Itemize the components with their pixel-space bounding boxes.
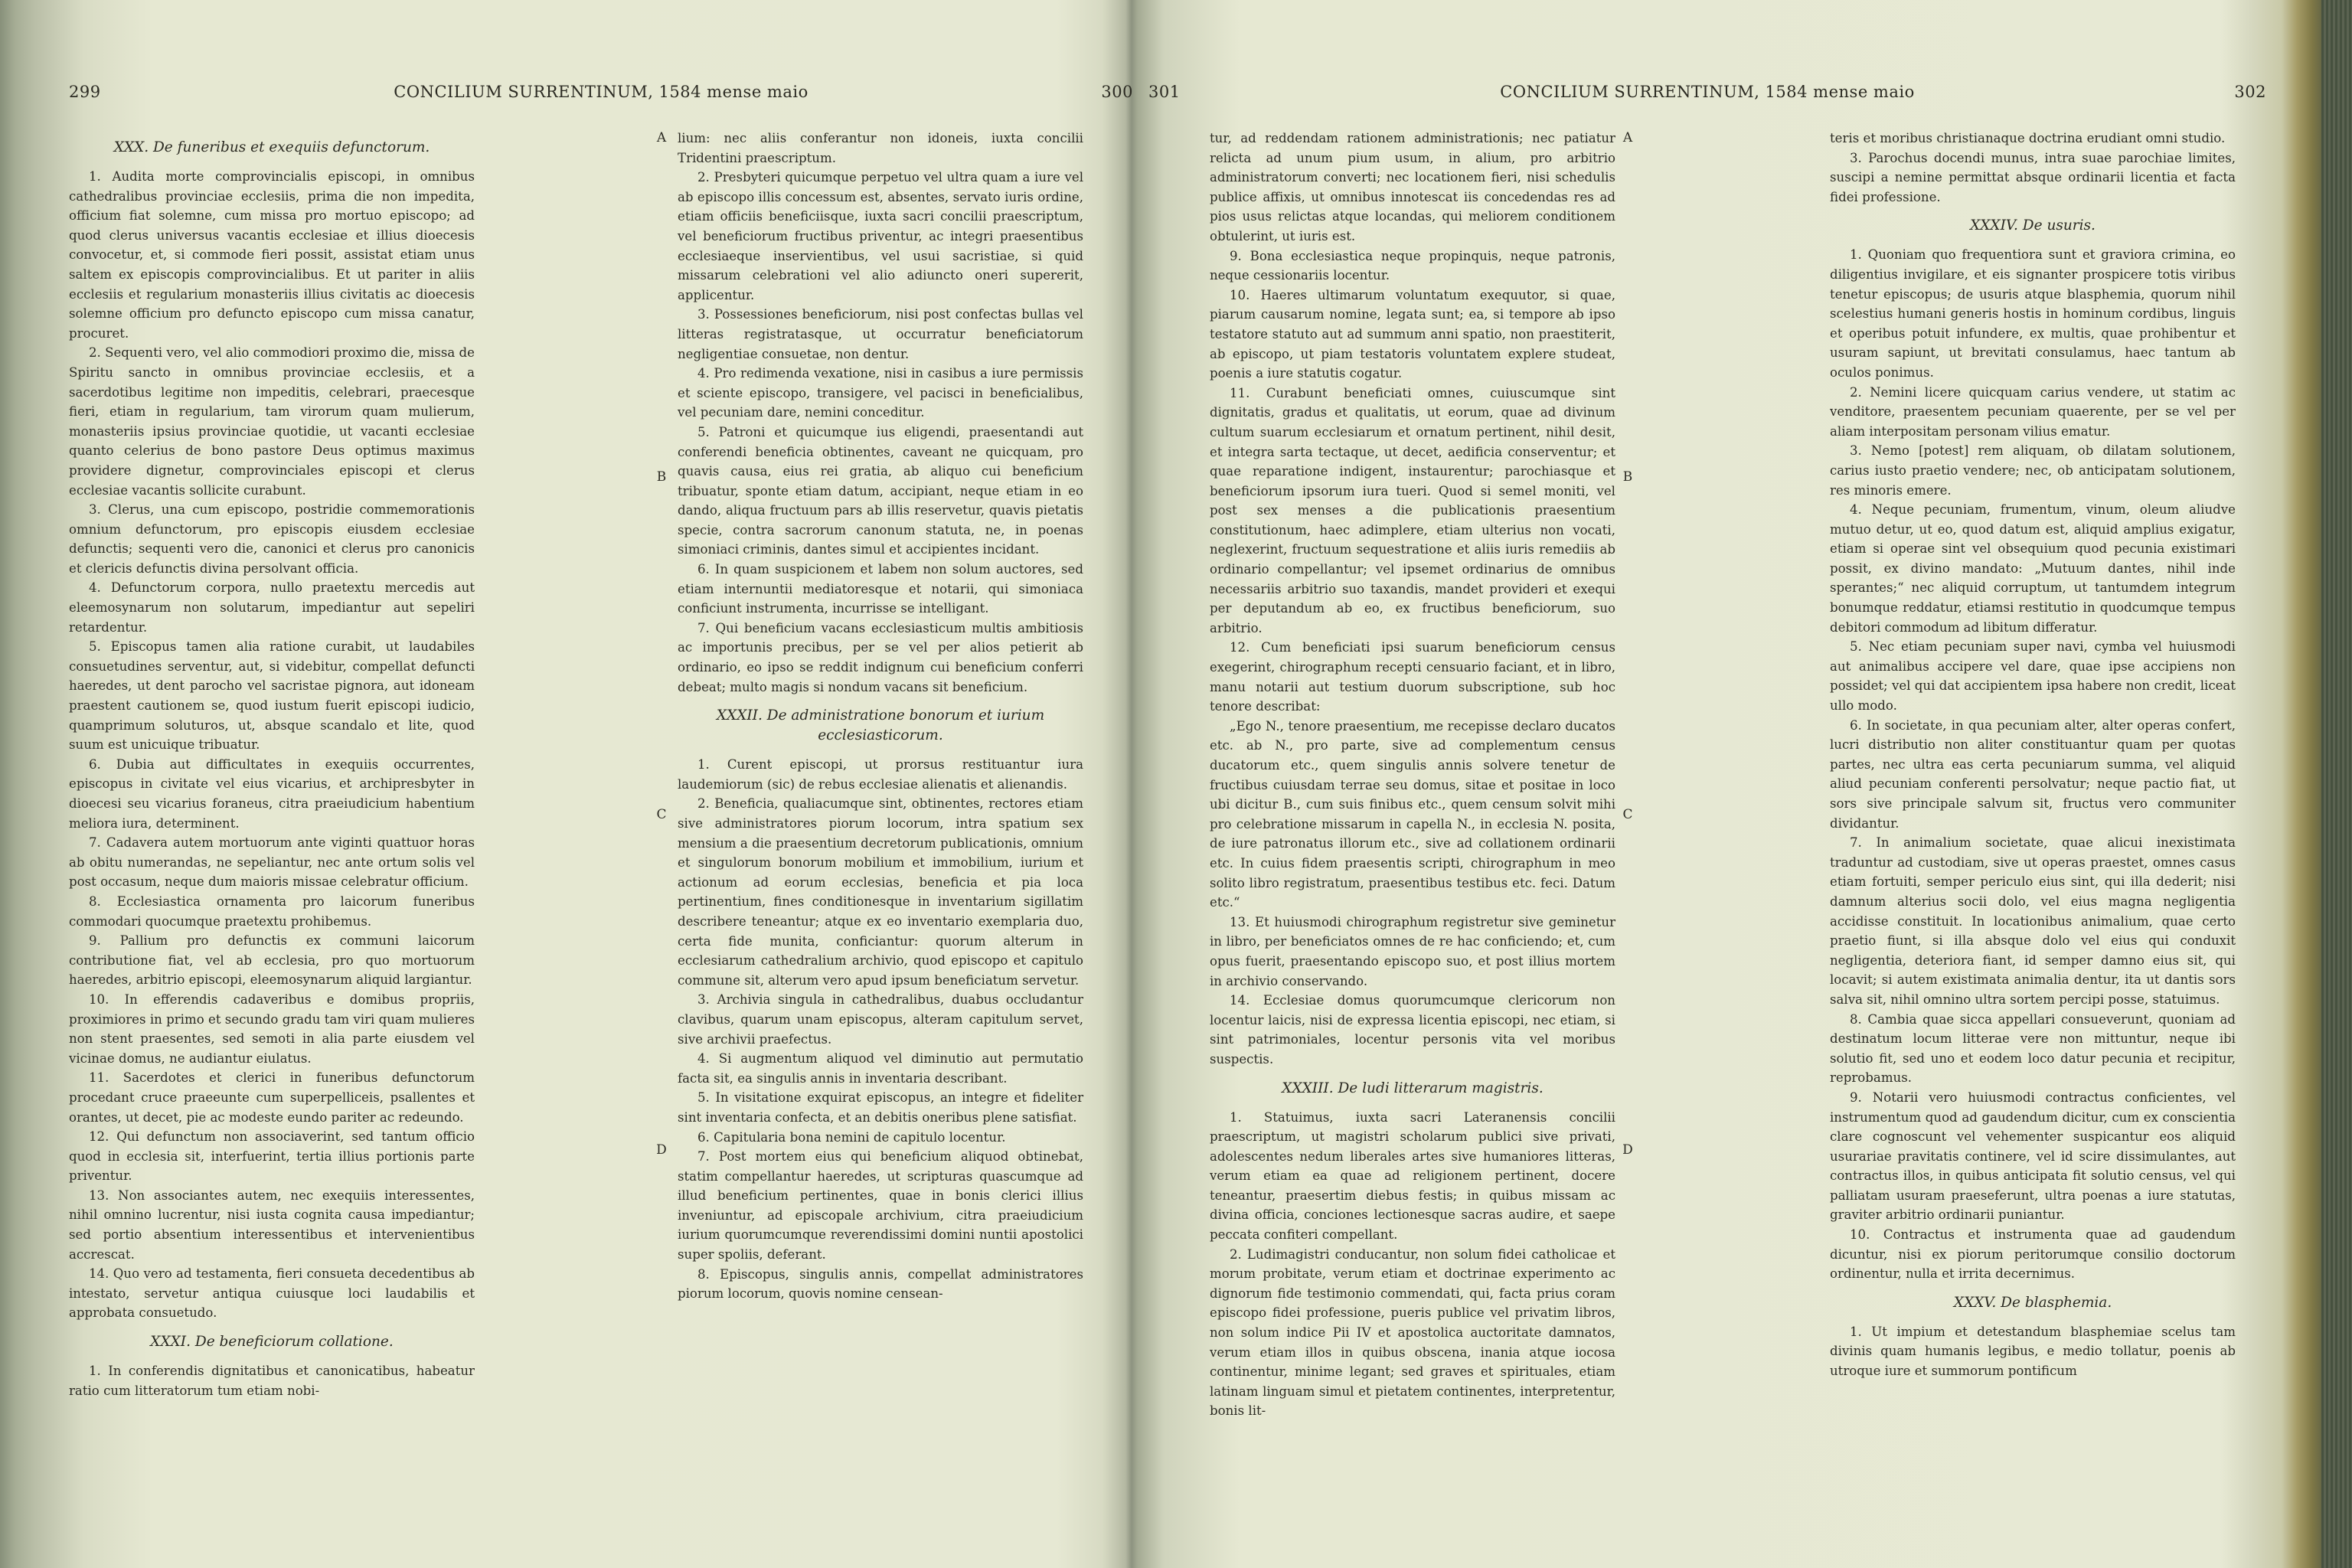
paragraph: 5. Episcopus tamen alia ratione curabit, ut laudabiles consuetudines serventur, aut, si videbitur, compellat defuncti haeredes, ut dent parocho vel sacristae pignora, aut idoneam praestent cautionem se, quod iustum fuerit episcopi iudicio, quamprimum soluturos, ut, absque scandalo et lite, quod suum est unicuique tribuatur.: [69, 639, 475, 753]
section-heading: XXXIII. De ludi litterarum magistris.: [1282, 1080, 1544, 1096]
continued-paragraph: tur, ad reddendam rationem administrationis; nec patiatur relicta ad unum pium usum, in alium, pro arbitrio administratorum converti; nec locationem fieri, nisi schedulis publice affixis, ut omnibus innotescat iis concedendas res ad pios usus relictas atque locandas, qui meliorem conditionem obtulerint, ut iuris est.: [1210, 131, 1615, 243]
paragraph: „Ego N., tenore praesentium, me recepisse declaro ducatos etc. ab N., pro parte, sive ad complementum census ducatorum etc., quem singulis annis solvere tenetur de fructibus cuiusdam terrae seu domus, sitae et positae in loco ubi dicitur B., cum suis finibus etc., quem censum solvit mihi pro celebratione missarum in capella N., in ecclesia N. posita, de iure patronatus illorum etc., sive ad collationem ordinarii etc. In cuius fidem praesentis scripti, chirographum in meo solito libro registratum, praesentibus testibus etc. feci. Datum etc.“: [1210, 718, 1615, 910]
text-column-3: [1210, 129, 1615, 1421]
continued-paragraph: lium: nec aliis conferantur non idoneis, iuxta concilii Tridentini praescriptum.: [678, 131, 1083, 165]
section-heading: XXXI. De beneficiorum collatione.: [150, 1334, 394, 1351]
margin-marker: D: [656, 1142, 667, 1158]
paragraph: 13. Et huiusmodi chirographum registretur sive geminetur in libro, per beneficiatos omnes de re hac conficiendo; et, cum opus fuerit, praesentando episcopo suo, et post illius mortem in archivio conservando.: [1210, 914, 1615, 988]
paragraph: 10. Haeres ultimarum voluntatum exequutor, si quae, piarum causarum nomine, legata sunt; ea, si tempore ab ipso testatore statuto aut ad summum anni spatio, non praestiterit, ab episcopo, ut piam testatoris voluntatem explere studeat, poenis a iure statutis cogatur.: [1210, 287, 1615, 381]
paragraph: 12. Cum beneficiati ipsi suarum beneficiorum census exegerint, chirographum recepti censuario faciant, et in libro, manu notarii aut testium duorum subscriptione, sub hoc tenore describat:: [1210, 640, 1615, 714]
margin-marker: B: [1622, 469, 1633, 485]
page-header: [1148, 83, 2266, 113]
paragraph: 8. Ecclesiastica ornamenta pro laicorum funeribus commodari quocumque praetextu prohibemus.: [69, 893, 475, 929]
paragraph: 6. Dubia aut difficultates in exequiis occurrentes, episcopus in civitate vel eius vicarius, et archipresbyter in dioecesi seu vicarius foraneus, citra praeiudicium habentium meliora iura, determinent.: [69, 756, 475, 831]
page-number: 302: [2234, 83, 2266, 101]
paragraph: 8. Episcopus, singulis annis, compellat administratores piorum locorum, quovis nomine censean-: [678, 1266, 1083, 1302]
paragraph: 2. Sequenti vero, vel alio commodiori proximo die, missa de Spiritu sancto in omnibus provinciae ecclesiis, et a sacerdotibus legitime non impeditis, celebrari, praecesque fieri, etiam in regularium, tam virorum quam mulierum, monasteriis ipsius provinciae quotidie, ut vacanti ecclesiae quanto celerius de bono pastore Deus optimus maximus providere dignetur, comprovinciales episcopi et clerus ecclesiae vacantis sollicite curabunt.: [69, 345, 475, 498]
paragraph: 7. Cadavera autem mortuorum ante viginti quattuor horas ab obitu numerandas, ne sepeliantur, nec ante ortum solis vel post occasum, neque dum maioris missae celebratur officium.: [69, 835, 475, 890]
paragraph: 13. Non associantes autem, nec exequiis interessentes, nihil omnino lucrentur, nisi iusta cognita causa impediantur; sed portio absentium interessentibus et intervenientibus accrescat.: [69, 1187, 475, 1262]
paragraph: 8. Cambia quae sicca appellari consueverunt, quoniam ad destinatum locum litterae vere non mittuntur, neque ibi solutio fit, sed uno et eodem loco datur pecunia et recipitur, reprobamus.: [1830, 1011, 2236, 1086]
text-column-4: [1830, 129, 2236, 1381]
paragraph: 2. Nemini licere quicquam carius vendere, ut statim ac venditore, praesentem pecuniam quaerente, per se vel per aliam interpositam personam vilius ematur.: [1830, 384, 2236, 439]
paragraph: 11. Curabunt beneficiati omnes, cuiuscumque sint dignitatis, gradus et qualitatis, ut eorum, quae ad divinum cultum suarum ecclesiarum et ornatum pertinent, nihil desit, et integra sarta tectaque, ut decet, aedificia conserventur; et quae reparatione indigent, instaurentur; parochiasque et beneficiorum ipsorum iura tueri. Quod si semel moniti, vel post sex menses a die publicationis praesentium constitutionum, haec adimplere, etiam ulterius non vocati, neglexerint, fructuum sequestratione et aliis iuris remediis ab ordinario compellantur; vel ipsemet ordinarius de omnibus necessariis arbitrio suo taxandis, mandet provideri et exequi per deputandum ab eo, ex fructibus beneficiorum, suo arbitrio.: [1210, 385, 1615, 635]
paragraph: 4. Neque pecuniam, frumentum, vinum, oleum aliudve mutuo detur, ut eo, quod datum est, aliquid amplius exigatur, etiam si operae sint vel obsequium quod pecunia existimari possit, ex divino mandato: „Mutuum dantes, nihil inde sperantes;“ nec aliquid corruptum, ut tantumdem integrum bonumque reddatur, etiamsi restitutio in quodcumque tempus debitori commodum ad libitum differatur.: [1830, 502, 2236, 635]
paragraph: 2. Beneficia, qualiacumque sint, obtinentes, rectores etiam sive administratores piorum locorum, intra spatium sex mensium a die praesentium decretorum publicationis, omnium et singulorum bonorum mobilium et immobilium, iurium et actionum ad eorum ecclesias, beneficia et pia loca pertinentium, fines conditionesque in inventarium sigillatim describere teneantur; atque ex eo inventario exemplaria duo, certa fide munita, conficiantur: quorum alterum in ecclesiarum cathedralium archivio, quod episcopo et capitulo commune sit, alterum vero apud ipsum beneficiatum servetur.: [678, 796, 1083, 988]
page-number: 301: [1148, 83, 1181, 101]
paragraph: 5. Patroni et quicumque ius eligendi, praesentandi aut conferendi beneficia obtinentes, caveant ne quicquam, pro quavis causa, eius rei gratia, ab aliquo cui beneficium tribuatur, sponte etiam datum, accipiant, neque etiam in eo dando, aliqua fructuum pars ab illis reservetur, quavis pietatis specie, contra sacrorum canonum statuta, ne, in poenas simoniaci criminis, dantes simul et accipientes incidant.: [678, 424, 1083, 557]
margin-marker: C: [656, 807, 667, 822]
left-page: [69, 0, 1133, 1568]
paragraph: 1. In conferendis dignitatibus et canonicatibus, habeatur ratio cum litteratorum tum etiam nobi-: [69, 1364, 475, 1398]
paragraph: 4. Si augmentum aliquod vel diminutio aut permutatio facta sit, ea singulis annis in inventaria describant.: [678, 1051, 1083, 1086]
paragraph: 2. Ludimagistri conducantur, non solum fidei catholicae et morum probitate, verum etiam et doctrinae experimento ac dignorum fide testimonio commendati, qui, facta prius coram episcopo fidei professione, pueris publice vel privatim libros, non solum indice Pii IV et apostolica auctoritate damnatos, verum etiam illos in quibus obscena, inania atque iocosa continentur, minime legant; sed graves et spirituales, etiam latinam linguam simul et pietatem continentes, interpretentur, bonis lit-: [1210, 1246, 1615, 1419]
paragraph: 5. Nec etiam pecuniam super navi, cymba vel huiusmodi aut animalibus accipere vel dare, quae ipse accipiens non possidet; vel qui dat accipientem ipsa habere non credit, liceat ullo modo.: [1830, 639, 2236, 714]
paragraph: 3. Archivia singula in cathedralibus, duabus occludantur clavibus, quarum unam episcopus, alteram capitulum servet, sive archivii praefectus.: [678, 992, 1083, 1047]
paragraph: 3. Parochus docendi munus, intra suae parochiae limites, suscipi a nemine permittat absque ordinarii licentia et facta fidei professione.: [1830, 150, 2236, 204]
page-edge: [2321, 0, 2352, 1568]
paragraph: 1. Statuimus, iuxta sacri Lateranensis concilii praescriptum, ut magistri scholarum publici sive privati, adolescentes nedum liberales artes sive humaniores litteras, verum etiam ea quae ad religionem pertinent, docere teneantur, praesertim diebus festis; in quibus missam ac divina officia, conciones lectionesque sacras audire, et saepe peccata confiteri compellant.: [1210, 1109, 1615, 1243]
paragraph: 11. Sacerdotes et clerici in funeribus defunctorum procedant cruce praeeunte cum superpelliceis, psallentes et orantes, ut decet, pie ac modeste eundo pariter ac redeundo.: [69, 1070, 475, 1125]
margin-marker: B: [656, 469, 667, 485]
continued-paragraph: teris et moribus christianaque doctrina erudiant omni studio.: [1830, 131, 2226, 145]
margin-marker: A: [1622, 130, 1633, 145]
paragraph: 5. In visitatione exquirat episcopus, an integre et fideliter sint inventaria confecta, et an debitis oneribus plene satisfiat.: [678, 1090, 1083, 1125]
paragraph: 1. Curent episcopi, ut prorsus restituantur iura laudemiorum (sic) de rebus ecclesiae alienatis et alienandis.: [678, 757, 1083, 792]
paragraph: 1. Audita morte comprovincialis episcopi, in omnibus cathedralibus provinciae ecclesiis, prima die non impedita, officium fiat solemne, cum missa pro mortuo episcopo; ad quod clerus universus vacantis ecclesiae et illius dioecesis convocetur, et, si commode fieri possit, assistat etiam unus saltem ex episcopis comprovincialibus. Et ut pariter in aliis ecclesiis et regularium monasteriis illius civitatis ac dioecesis solemne officium pro defuncto episcopo cum missa canatur, procuret.: [69, 169, 475, 341]
text-column-2: [678, 129, 1083, 1304]
paragraph: 3. Clerus, una cum episcopo, postridie commemorationis omnium defunctorum, pro episcopis eiusdem ecclesiae defunctis; sequenti vero die, canonici et clerus pro canonicis et clericis defunctis divina persolvant officia.: [69, 502, 475, 576]
paragraph: 1. Quoniam quo frequentiora sunt et graviora crimina, eo diligentius invigilare, et eis signanter prospicere totis viribus tenetur episcopus; de usuris atque blasphemia, quorum nihil scelestius humani generis hostis in hominum cordibus, linguis et operibus potuit infundere, ex multis, quae prohibentur et usuram sapiunt, ut brevitati consulamus, haec tantum ab oculos ponimus.: [1830, 247, 2236, 380]
page-header: [69, 83, 1133, 113]
paragraph: 9. Pallium pro defunctis ex communi laicorum contributione fiat, vel ab ecclesia, pro quo mortuorum haeredes, arbitrio episcopi, eleemosynarum aliquid largiantur.: [69, 933, 475, 988]
right-page: [1148, 0, 2266, 1568]
paragraph: 9. Notarii vero huiusmodi contractus conficientes, vel instrumentum quod ad gaudendum dicitur, cum ex conscientia clare cognoscunt vel vehementer suspicantur eos aliquid usurariae pravitatis continere, vel id scire dissimulantes, aut contractus illos, in quibus anticipata fit solutio census, vel qui palliatam usuram praeseferunt, ultra poenas a iure statutas, graviter arbitrio ordinarii puniantur.: [1830, 1089, 2236, 1223]
paragraph: 7. Post mortem eius qui beneficium aliquod obtinebat, statim compellantur haeredes, ut scripturas quascumque ad illud beneficium pertinentes, quae in bonis clerici illius inveniuntur, ad episcopale archivium, citra praeiudicium iurium quorumcumque reverendissimi domini nuntii apostolici super spoliis, deferant.: [678, 1149, 1083, 1263]
section-heading: XXXII. De administratione bonorum et iurium ecclesiasticorum.: [716, 707, 1045, 744]
margin-marker: C: [1622, 807, 1633, 822]
section-heading: XXX. De funeribus et exequiis defunctorum.: [113, 139, 430, 155]
section-heading: XXXV. De blasphemia.: [1953, 1294, 2112, 1311]
margin-marker: D: [1622, 1142, 1633, 1158]
paragraph: 12. Qui defunctum non associaverint, sed tantum officio quod in ecclesia sit, interfuerint, tertia illius portionis parte priventur.: [69, 1129, 475, 1184]
margin-marker: A: [656, 130, 667, 145]
paragraph: 9. Bona ecclesiastica neque propinquis, neque patronis, neque cessionariis locentur.: [1210, 248, 1615, 283]
text-column-1: [69, 129, 475, 1400]
paragraph: 2. Presbyteri quicumque perpetuo vel ultra quam a iure vel ab episcopo illis concessum est, absentes, servato iuris ordine, etiam officiis beneficiisque, iuxta sacri concilii praescriptum, vel beneficiorum fructibus priventur, ac integri praesentibus ecclesiaeque inservientibus, vel usui sacristiae, si quid missarum celebrationi vel alio adiuncto oneri supererit, applicentur.: [678, 170, 1083, 302]
paragraph: 3. Nemo [potest] rem aliquam, ob dilatam solutionem, carius iusto praetio vendere; nec, ob anticipatam solutionem, res minoris emere.: [1830, 443, 2236, 498]
page-number: 299: [69, 83, 101, 101]
running-title: CONCILIUM SURRENTINUM, 1584 mense maio: [1500, 83, 1915, 101]
running-title: CONCILIUM SURRENTINUM, 1584 mense maio: [394, 83, 808, 101]
paragraph: 6. In societate, in qua pecuniam alter, alter operas confert, lucri distributio non aliter constituantur quam per quotas partes, nec ultra eas certa pecuniarum summa, vel aliquid aliud pecuniam conferenti persolvatur; neque pactio fiat, ut sors sive principale salvum sit, fructus vero communiter dividantur.: [1830, 717, 2236, 831]
page-number: 300: [1101, 83, 1133, 101]
paragraph: 1. Ut impium et detestandum blasphemiae scelus tam divinis quam humanis legibus, e medio tollatur, poenis ab utroque iure et summorum pontificum: [1830, 1324, 2236, 1379]
section-heading: XXXIV. De usuris.: [1970, 217, 2096, 234]
paragraph: 10. In efferendis cadaveribus e domibus propriis, proximiores in primo et secundo gradu tam viri quam mulieres non stent praesentes, sed semoti in alia parte eiusdem vel vicinae domus, ne audiantur eiulatus.: [69, 991, 475, 1066]
paragraph: 14. Ecclesiae domus quorumcumque clericorum non locentur laicis, nisi de expressa licentia episcopi, nec etiam, si sint patrimoniales, locentur personis vita vel moribus suspectis.: [1210, 993, 1615, 1067]
paragraph: 6. Capitularia bona nemini de capitulo locentur.: [697, 1129, 1006, 1145]
paragraph: 4. Defunctorum corpora, nullo praetextu mercedis aut eleemosynarum non solutarum, impediantur aut sepeliri retardentur.: [69, 580, 475, 635]
paragraph: 4. Pro redimenda vexatione, nisi in casibus a iure permissis et sciente episcopo, transigere, vel pacisci in beneficialibus, vel pecuniam dare, nemini conceditur.: [678, 366, 1083, 420]
paragraph: 14. Quo vero ad testamenta, fieri consueta decedentibus ab intestato, servetur antiqua cuiusque loci laudabilis et approbata consuetudo.: [69, 1266, 475, 1321]
paragraph: 7. In animalium societate, quae alicui inexistimata traduntur ad custodiam, sive ut operas praestet, omnes casus etiam fortuiti, semper periculo eius sint, qui illa dederit; nisi damnum alterius socii dolo, vel eius magna negligentia accidisse constituit. In locationibus animalium, quae certo praetio fiunt, si illa absque dolo vel eius qui conduxit negligentia, deteriora fiant, id semper damno eius sit, qui locavit; si autem existimata animalia dentur, ita ut dantis sors salva sit, nihil omnino ultra sortem percipi posse, statuimus.: [1830, 835, 2236, 1007]
paragraph: 6. In quam suspicionem et labem non solum auctores, sed etiam internuntii mediatoresque et notarii, qui simoniaca conficiunt instrumenta, incurrisse se intelligant.: [678, 562, 1083, 616]
paragraph: 10. Contractus et instrumenta quae ad gaudendum dicuntur, nisi ex piorum peritorumque consilio doctorum ordinentur, nulla et irrita decernimus.: [1830, 1227, 2236, 1282]
paragraph: 3. Possessiones beneficiorum, nisi post confectas bullas vel litteras registratasque, ut occurratur beneficiatorum negligentiae consuetae, non dentur.: [678, 307, 1083, 361]
paragraph: 7. Qui beneficium vacans ecclesiasticum multis ambitiosis ac importunis precibus, per se vel per alios petierit ab ordinario, eo ipso se reddit indignum cui beneficium conferri debeat; multo magis si nondum vacans sit beneficium.: [678, 620, 1083, 694]
